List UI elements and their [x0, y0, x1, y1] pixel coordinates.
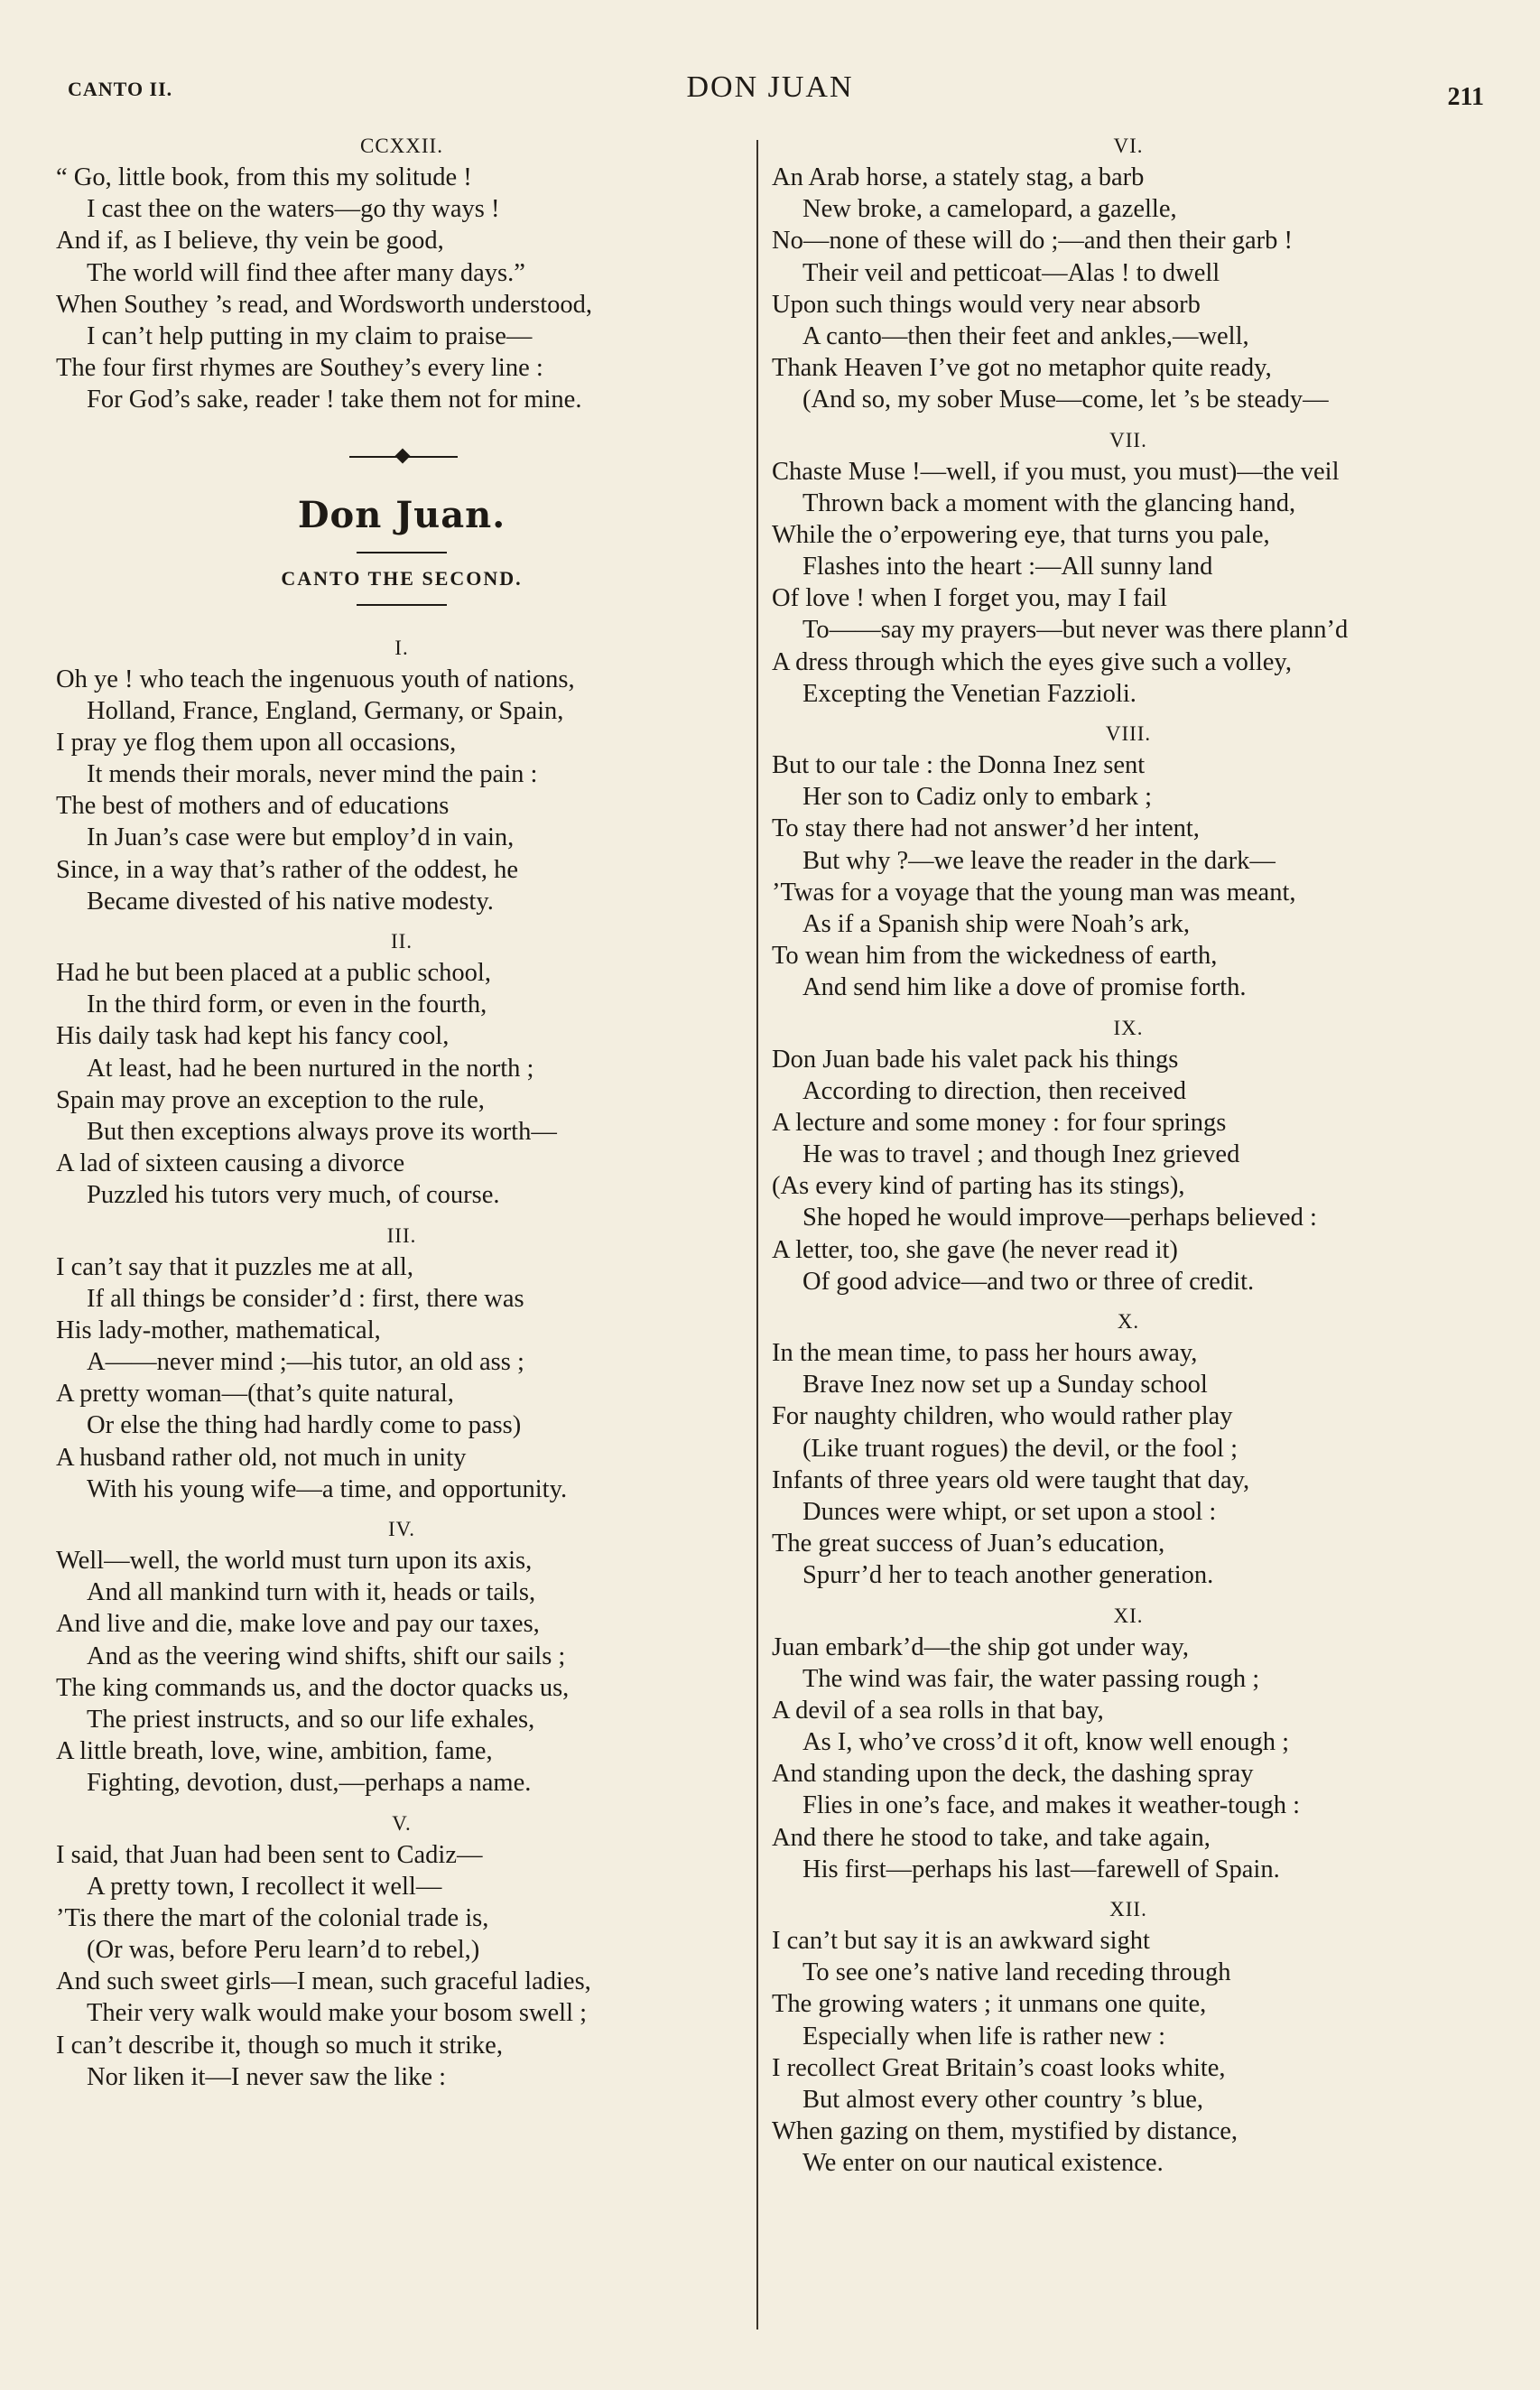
verse-line: Especially when life is rather new :	[802, 2022, 1166, 2051]
stanza-number: VI.	[1113, 135, 1144, 157]
verse-line: I said, that Juan had been sent to Cadiz—	[56, 1840, 483, 1869]
stanza	[56, 633, 747, 927]
stanza	[772, 1894, 1485, 2189]
verse-line: And all mankind turn with it, heads or tails,	[87, 1578, 536, 1607]
verse-line: (And so, my sober Muse—come, let ’s be steady—	[802, 386, 1329, 414]
verse-line: As I, who’ve cross’d it oft, know well enough ;	[802, 1728, 1290, 1757]
diamond-ornament-icon	[395, 448, 411, 463]
verse-line: I can’t say that it puzzles me at all,	[56, 1252, 413, 1281]
verse-line: His lady-mother, mathematical,	[56, 1316, 381, 1344]
verse-line: A pretty town, I recollect it well—	[87, 1872, 442, 1901]
verse-line: A dress through which the eyes give such a volley,	[772, 647, 1292, 676]
verse-line: An Arab horse, a stately stag, a barb	[772, 163, 1145, 191]
verse-line: ’Twas for a voyage that the young man was meant,	[772, 878, 1296, 907]
verse-line: I can’t describe it, though so much it strike,	[56, 2031, 503, 2060]
stanza	[772, 1601, 1485, 1895]
stanza	[56, 1221, 747, 1515]
verse-line: In Juan’s case were but employ’d in vain,	[87, 823, 515, 852]
verse-line: When gazing on them, mystified by distance,	[772, 2117, 1238, 2146]
stanza	[56, 1514, 747, 1809]
verse-line: Their very walk would make your bosom swell ;	[87, 1999, 588, 2028]
verse-line: I cast thee on the waters—go thy ways !	[87, 195, 500, 224]
running-head-title: DON JUAN	[686, 70, 854, 104]
verse-line: It mends their morals, never mind the pain :	[87, 760, 538, 789]
verse-line: But why ?—we leave the reader in the dark—	[802, 846, 1276, 875]
verse-line: And live and die, make love and pay our taxes,	[56, 1610, 540, 1639]
verse-line: But then exceptions always prove its worth—	[87, 1117, 557, 1146]
stanza	[56, 131, 747, 425]
verse-line: And such sweet girls—I mean, such graceful ladies,	[56, 1967, 591, 1996]
ornament-divider	[56, 425, 747, 479]
verse-line: (As every kind of parting has its stings),	[772, 1172, 1185, 1201]
verse-line: His daily task had kept his fancy cool,	[56, 1022, 450, 1051]
verse-line: Chaste Muse !—well, if you must, you must)—the veil	[772, 457, 1340, 486]
verse-line: I pray ye flog them upon all occasions,	[56, 728, 457, 757]
verse-line: For naughty children, who would rather play	[772, 1402, 1233, 1431]
verse-line: A pretty woman—(that’s quite natural,	[56, 1380, 454, 1409]
verse-line: For God’s sake, reader ! take them not for mine.	[87, 386, 582, 414]
verse-line: A letter, too, she gave (he never read it)	[772, 1235, 1178, 1264]
verse-line: Fighting, devotion, dust,—perhaps a name.	[87, 1769, 532, 1798]
left-stanzas	[56, 633, 747, 2103]
stanza-number: XII.	[1109, 1898, 1147, 1920]
verse-line: The world will find thee after many days.”	[87, 258, 525, 287]
running-head-canto: CANTO II.	[68, 78, 173, 100]
stanza-number: IV.	[387, 1518, 416, 1540]
verse-line: Oh ye ! who teach the ingenuous youth of nations,	[56, 665, 575, 693]
stanza-number: III.	[386, 1223, 417, 1247]
verse-line: Became divested of his native modesty.	[87, 887, 494, 916]
verse-line: Her son to Cadiz only to embark ;	[802, 783, 1153, 812]
verse-line: Holland, France, England, Germany, or Spain,	[87, 696, 564, 725]
verse-line: We enter on our nautical existence.	[802, 2149, 1164, 2178]
verse-line: Spurr’d her to teach another generation.	[802, 1561, 1214, 1590]
verse-line: Puzzled his tutors very much, of course.	[87, 1181, 500, 1210]
verse-line: To wean him from the wickedness of earth,	[772, 942, 1218, 971]
stanza-number: VIII.	[1105, 722, 1152, 745]
column-divider	[756, 140, 758, 2330]
verse-line: Flies in one’s face, and makes it weather-tough :	[802, 1791, 1301, 1820]
verse-line: Or else the thing had hardly come to pass)	[87, 1411, 522, 1440]
verse-line: And standing upon the deck, the dashing spray	[772, 1760, 1254, 1789]
verse-line: New broke, a camelopard, a gazelle,	[802, 195, 1177, 224]
verse-line: She hoped he would improve—perhaps believed :	[802, 1204, 1317, 1232]
verse-line: Thank Heaven I’ve got no metaphor quite ready,	[772, 354, 1272, 383]
verse-line: With his young wife—a time, and opportunity.	[87, 1474, 568, 1503]
verse-line: A husband rather old, not much in unity	[56, 1443, 467, 1472]
verse-line: To stay there had not answer’d her intent,	[772, 814, 1200, 843]
stanza-number: I.	[394, 636, 409, 659]
verse-line: To see one’s native land receding through	[802, 1958, 1231, 1987]
right-column	[772, 131, 1485, 2189]
stanza-number: X.	[1117, 1310, 1140, 1333]
verse-line: A lecture and some money : for four springs	[772, 1108, 1227, 1137]
verse-line: Juan embark’d—the ship got under way,	[772, 1632, 1189, 1661]
stanza	[772, 425, 1485, 720]
stanza-number: IX.	[1113, 1016, 1144, 1039]
page-number: 211	[1447, 83, 1484, 111]
stanza	[56, 926, 747, 1221]
stanza	[772, 1307, 1485, 1601]
verse-line: He was to travel ; and though Inez grieved	[802, 1140, 1240, 1169]
verse-line: Flashes into the heart :—All sunny land	[802, 553, 1213, 581]
stanza	[772, 1013, 1485, 1307]
verse-line: No—none of these will do ;—and then their garb !	[772, 227, 1293, 256]
verse-line: But almost every other country ’s blue,	[802, 2085, 1204, 2114]
verse-line: Infants of three years old were taught that day,	[772, 1465, 1250, 1494]
verse-line: The growing waters ; it unmans one quite,	[772, 1990, 1207, 2019]
verse-line: And if, as I believe, thy vein be good,	[56, 227, 444, 256]
verse-line: Don Juan bade his valet pack his things	[772, 1045, 1179, 1074]
stanza	[56, 1809, 747, 2103]
verse-line: The king commands us, and the doctor quacks us,	[56, 1673, 570, 1702]
verse-line: I can’t but say it is an awkward sight	[772, 1927, 1150, 1955]
page-header	[0, 70, 1540, 116]
verse-line: To——say my prayers—but never was there plann’d	[802, 616, 1349, 645]
verse-line: Spain may prove an exception to the rule,	[56, 1085, 485, 1114]
verse-line: In the mean time, to pass her hours away,	[772, 1339, 1198, 1367]
verse-line: In the third form, or even in the fourth,	[87, 990, 487, 1019]
verse-line: Of good advice—and two or three of credit.	[802, 1267, 1255, 1296]
verse-line: As if a Spanish ship were Noah’s ark,	[802, 909, 1191, 938]
verse-line: The priest instructs, and so our life exhales,	[87, 1705, 535, 1734]
stanza-number: CCXXII.	[360, 135, 443, 157]
verse-line: I can’t help putting in my claim to praise—	[87, 321, 533, 350]
verse-line: A little breath, love, wine, ambition, fame,	[56, 1737, 493, 1766]
stanza-number: VII.	[1109, 428, 1147, 451]
verse-line: And send him like a dove of promise forth.	[802, 973, 1247, 1002]
verse-line: And there he stood to take, and take again,	[772, 1823, 1211, 1852]
verse-line: When Southey ’s read, and Wordsworth understood,	[56, 290, 592, 319]
verse-line: A lad of sixteen causing a divorce	[56, 1149, 405, 1178]
verse-line: Excepting the Venetian Fazzioli.	[802, 679, 1136, 708]
right-stanzas	[772, 131, 1485, 2189]
verse-line: “ Go, little book, from this my solitude !	[56, 163, 472, 191]
verse-line: A canto—then their feet and ankles,—well,	[802, 321, 1249, 350]
verse-line: I recollect Great Britain’s coast looks white,	[772, 2053, 1226, 2082]
verse-line: Upon such things would very near absorb	[772, 290, 1201, 319]
verse-line: Thrown back a moment with the glancing hand,	[802, 488, 1296, 517]
stanza-ccxxii	[56, 131, 747, 425]
verse-line: Well—well, the world must turn upon its axis,	[56, 1547, 533, 1575]
verse-line: ’Tis there the mart of the colonial trade is,	[56, 1903, 489, 1932]
verse-line: Nor liken it—I never saw the like :	[87, 2062, 447, 2091]
verse-line: The four first rhymes are Southey’s every line :	[56, 354, 543, 383]
verse-line: Dunces were whipt, or set upon a stool :	[802, 1497, 1217, 1526]
poem-title: Don Juan.	[297, 493, 506, 536]
verse-line: A——never mind ;—his tutor, an old ass ;	[87, 1348, 524, 1377]
stanza	[772, 131, 1485, 425]
left-column	[56, 131, 747, 2102]
verse-line: The great success of Juan’s education,	[772, 1530, 1165, 1558]
verse-line: Their veil and petticoat—Alas ! to dwell	[802, 258, 1220, 287]
stanza-number: II.	[390, 930, 413, 953]
stanza-number: XI.	[1113, 1604, 1144, 1627]
verse-line: Brave Inez now set up a Sunday school	[802, 1371, 1208, 1400]
verse-line: While the o’erpowering eye, that turns you pale,	[772, 520, 1270, 549]
verse-line: But to our tale : the Donna Inez sent	[772, 751, 1146, 779]
verse-line: And as the veering wind shifts, shift our sails ;	[87, 1641, 566, 1670]
stanza-number: V.	[392, 1811, 412, 1835]
verse-line: According to direction, then received	[802, 1076, 1186, 1105]
verse-line: At least, had he been nurtured in the north ;	[87, 1054, 534, 1083]
verse-line: The wind was fair, the water passing rough ;	[802, 1664, 1260, 1693]
verse-line: A devil of a sea rolls in that bay,	[772, 1696, 1104, 1725]
verse-line: The best of mothers and of educations	[56, 792, 450, 821]
verse-line: His first—perhaps his last—farewell of Spain.	[802, 1855, 1280, 1883]
verse-line: Had he but been placed at a public school,	[56, 959, 491, 987]
verse-line: If all things be consider’d : first, there was	[87, 1284, 524, 1313]
verse-line: (Like truant rogues) the devil, or the fool ;	[802, 1434, 1238, 1463]
stanza	[772, 719, 1485, 1013]
verse-line: Since, in a way that’s rather of the oddest, he	[56, 855, 519, 884]
canto-subtitle: CANTO THE SECOND.	[281, 566, 523, 590]
verse-line: Of love ! when I forget you, may I fail	[772, 584, 1167, 613]
verse-line: (Or was, before Peru learn’d to rebel,)	[87, 1936, 480, 1965]
